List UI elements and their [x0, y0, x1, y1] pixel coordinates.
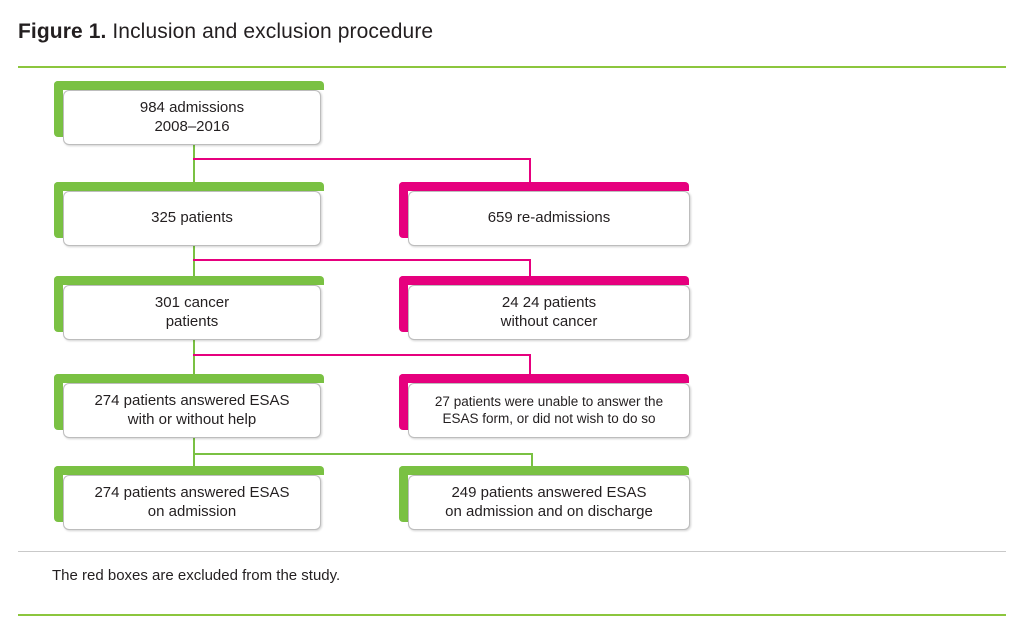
figure-caption [18, 20, 433, 44]
flow-node-n6-line2: with or without help [127, 410, 257, 428]
flow-node-n4-line2: patients [165, 312, 219, 330]
figure-label: Figure 1. [18, 20, 107, 43]
flow-node-n1 [63, 90, 321, 145]
flow-node-n8-line1: 274 patients answered ESAS [94, 484, 290, 502]
divider-footnote [18, 551, 1006, 552]
edge-n6-n9-horizontal [193, 453, 533, 455]
flow-node-n9 [408, 475, 690, 530]
flow-node-n4 [63, 285, 321, 340]
flow-node-n6 [63, 383, 321, 438]
flow-node-n5 [408, 285, 690, 340]
flow-node-n2-line1: 325 patients [151, 209, 233, 227]
flow-node-n9-line1: 249 patients answered ESAS [451, 484, 647, 502]
flow-node-n4-line1: 301 cancer [154, 294, 230, 312]
figure-footnote: The red boxes are excluded from the study. [52, 567, 341, 584]
edge-n4-n7-horizontal [193, 354, 530, 356]
flow-node-n2 [63, 191, 321, 246]
edge-n1-n3-horizontal [193, 158, 530, 160]
flow-node-n6-line1: 274 patients answered ESAS [94, 392, 290, 410]
flow-node-n1-line2: 2008–2016 [154, 117, 230, 135]
flow-node-n7 [408, 383, 690, 438]
flow-node-n3-line1: 659 re-admissions [487, 209, 611, 227]
flow-node-n8 [63, 475, 321, 530]
flow-node-n3 [408, 191, 690, 246]
flow-node-n8-line2: on admission [147, 502, 237, 520]
edge-n1-n2 [193, 143, 195, 187]
flow-node-n5-line1: 24 24 patients [501, 294, 597, 312]
divider-bottom [18, 614, 1006, 616]
edge-n2-n5-horizontal [193, 259, 530, 261]
flow-node-n9-line2: on admission and on discharge [445, 502, 653, 520]
divider-top [18, 66, 1006, 68]
flow-node-n5-line2: without cancer [500, 312, 598, 330]
flow-node-n7-line2: ESAS form, or did not wish to do so [442, 410, 656, 426]
flow-node-n7-line1: 27 patients were unable to answer the [434, 393, 664, 409]
figure-title: Inclusion and exclusion procedure [112, 20, 434, 43]
flow-node-n1-line1: 984 admissions [139, 99, 245, 117]
